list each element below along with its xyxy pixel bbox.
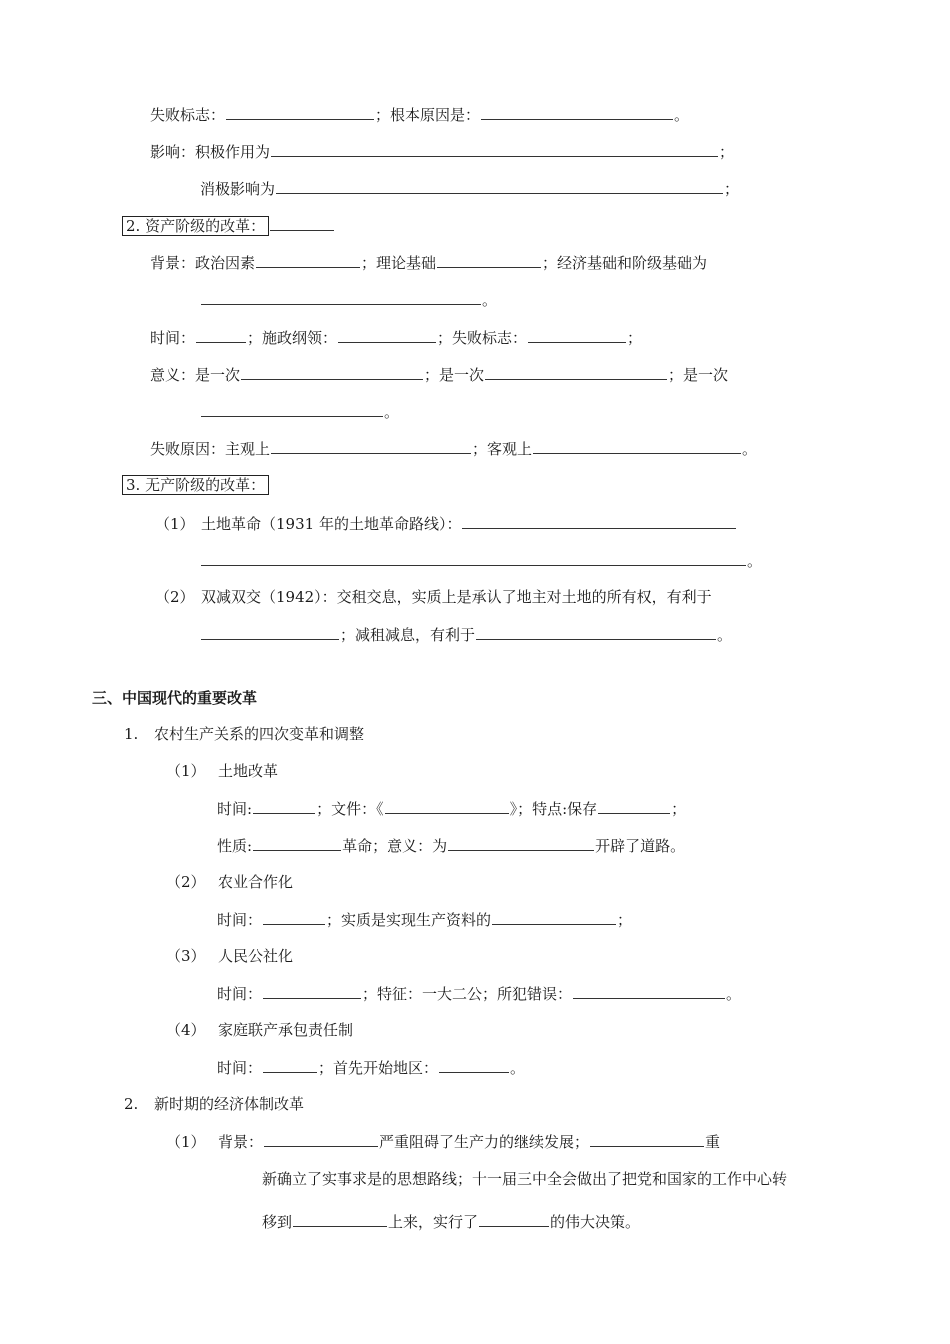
section-3-heading: 三、中国现代的重要改革	[92, 689, 258, 707]
bourgeois-heading: 2. 资产阶级的改革：	[122, 216, 269, 236]
proletarian-heading-line	[122, 475, 269, 495]
fail-sign-blank[interactable]	[226, 104, 374, 120]
dual-reduction-text: 双减双交（1942）：交租交息，实质上是承认了地主对土地的所有权，有利于	[201, 588, 712, 606]
land-reform-title-line	[166, 761, 278, 781]
economic-basis-blank[interactable]	[201, 289, 481, 305]
nature-blank[interactable]	[253, 835, 341, 851]
meaning-label: 意义：是一次	[150, 366, 241, 384]
econ-background-line-2: 新确立了实事求是的思想路线；十一届三中全会做出了把党和国家的工作中心转	[262, 1170, 788, 1188]
cooperation-time-blank[interactable]	[263, 909, 325, 925]
implement-label: 上来，实行了	[388, 1213, 479, 1231]
fail-reason-label: 失败原因：主观上	[150, 440, 271, 458]
land-revolution-line-2	[200, 550, 762, 571]
semicolon: ；	[617, 911, 633, 929]
feature-blank[interactable]	[598, 798, 670, 814]
item-number: （2）	[155, 588, 195, 606]
impact-label: 影响：积极作用为	[150, 143, 271, 161]
commune-time-blank[interactable]	[263, 983, 361, 999]
benefit-blank-1[interactable]	[201, 624, 339, 640]
land-reform-time-line	[217, 798, 686, 819]
feature-label: 》；特点:保存	[509, 800, 598, 818]
fail-sign-label: 失败标志：	[150, 106, 226, 124]
negative-impact-label: 消极影响为	[200, 180, 276, 198]
time-blank[interactable]	[196, 327, 246, 343]
bourgeois-time-line	[150, 327, 642, 348]
period: 。	[717, 626, 733, 644]
first-region-blank[interactable]	[439, 1057, 509, 1073]
background-label: 背景：	[218, 1133, 264, 1151]
theory-basis-label: ；理论基础	[361, 254, 437, 272]
program-label: ；施政纲领：	[247, 329, 338, 347]
nature-label: 性质:	[217, 837, 253, 855]
bourgeois-fail-sign-blank[interactable]	[528, 327, 626, 343]
commune-title-line	[166, 946, 293, 966]
item-number: （2）	[166, 873, 206, 891]
subjective-blank[interactable]	[271, 438, 471, 454]
benefit-blank-2[interactable]	[476, 624, 716, 640]
semicolon: ；	[724, 180, 740, 198]
commune-time-line	[217, 983, 741, 1004]
first-region-label: ；首先开始地区：	[318, 1059, 439, 1077]
political-factor-blank[interactable]	[256, 252, 360, 268]
land-revolution-blank-2[interactable]	[201, 550, 746, 566]
reestablish-blank[interactable]	[590, 1131, 704, 1147]
rural-title-line	[124, 724, 364, 744]
contract-title: 家庭联产承包责任制	[218, 1021, 354, 1039]
rural-title: 农村生产关系的四次变革和调整	[154, 725, 365, 743]
essence-label: ；实质是实现生产资料的	[326, 911, 492, 929]
decision-label: 的伟大决策。	[550, 1213, 641, 1231]
item-number: （1）	[166, 762, 206, 780]
contract-time-blank[interactable]	[263, 1057, 317, 1073]
item-number: 2.	[124, 1095, 139, 1113]
time-label: 时间：	[217, 911, 263, 929]
meaning-line	[150, 364, 728, 385]
shift-to-label: 移到	[262, 1213, 293, 1231]
meaning-blank-2[interactable]	[485, 364, 667, 380]
meaning-blank-1[interactable]	[241, 364, 423, 380]
time-label: 时间：	[217, 1059, 263, 1077]
semicolon: ；	[719, 143, 735, 161]
item-number: （1）	[166, 1133, 206, 1151]
econ-background-line	[166, 1131, 720, 1152]
road-label: 开辟了道路。	[595, 837, 686, 855]
semicolon: ；	[671, 800, 687, 818]
time-label: 时间：	[150, 329, 196, 347]
bourgeois-heading-blank[interactable]	[270, 215, 334, 231]
essence-blank[interactable]	[492, 909, 616, 925]
commune-title: 人民公社化	[218, 947, 294, 965]
bourgeois-heading-line	[122, 215, 335, 236]
cooperation-title: 农业合作化	[218, 873, 294, 891]
document-blank[interactable]	[385, 798, 509, 814]
land-revolution-blank[interactable]	[462, 513, 736, 529]
work-center-blank[interactable]	[293, 1211, 387, 1227]
cooperation-title-line	[166, 872, 293, 892]
period: 。	[510, 1059, 526, 1077]
meaning-line-2	[200, 401, 399, 422]
theory-basis-blank[interactable]	[437, 252, 541, 268]
cooperation-time-line	[217, 909, 632, 930]
item-number: 1.	[124, 725, 139, 743]
econ-background-line-3	[262, 1211, 640, 1232]
econ-reform-title: 新时期的经济体制改革	[154, 1095, 305, 1113]
contract-title-line	[166, 1020, 353, 1040]
negative-impact-blank[interactable]	[276, 178, 723, 194]
item-number: （3）	[166, 947, 206, 965]
contract-time-line	[217, 1057, 525, 1078]
program-blank[interactable]	[338, 327, 436, 343]
time-label: 时间：	[217, 985, 263, 1003]
land-revolution-line	[155, 513, 737, 534]
item-number: （1）	[155, 515, 195, 533]
political-factor-label: 背景：政治因素	[150, 254, 256, 272]
meaning-mid-label: ；是一次	[668, 366, 729, 384]
rent-reduction-label: ；减租减息，有利于	[340, 626, 476, 644]
land-reform-nature-line	[217, 835, 685, 856]
dual-reduction-line	[155, 587, 712, 607]
bourgeois-fail-sign-label: ；失败标志：	[437, 329, 528, 347]
meaning-blank-3[interactable]	[201, 401, 383, 417]
positive-impact-blank[interactable]	[271, 141, 718, 157]
root-cause-blank[interactable]	[481, 104, 673, 120]
fail-sign-line	[150, 104, 689, 125]
econ-reform-title-line	[124, 1094, 304, 1114]
period: 。	[747, 552, 763, 570]
negative-impact-line	[200, 178, 739, 199]
document-label: ；文件：《	[316, 800, 384, 818]
reestablish-label: 重	[705, 1133, 721, 1151]
objective-blank[interactable]	[533, 438, 741, 454]
land-reform-title: 土地改革	[218, 762, 279, 780]
impact-line	[150, 141, 734, 162]
objective-label: ；客观上	[472, 440, 533, 458]
semicolon: ；	[627, 329, 643, 347]
commune-feature-label: ；特征：一大二公；所犯错误：	[362, 985, 573, 1003]
revolution-label: 革命；意义：为	[342, 837, 448, 855]
mistake-blank[interactable]	[573, 983, 725, 999]
period: 。	[726, 985, 742, 1003]
period: 。	[482, 291, 498, 309]
time-label: 时间:	[217, 800, 253, 818]
period: 。	[384, 403, 400, 421]
land-revolution-label: 土地革命（1931 年的土地革命路线）：	[201, 515, 462, 533]
period: 。	[742, 440, 758, 458]
hinder-blank[interactable]	[264, 1131, 378, 1147]
decision-blank[interactable]	[479, 1211, 549, 1227]
hinder-label: 严重阻碍了生产力的继续发展；	[379, 1133, 590, 1151]
proletarian-heading: 3. 无产阶级的改革：	[122, 475, 269, 495]
fail-reason-line	[150, 438, 757, 459]
land-reform-time-blank[interactable]	[253, 798, 315, 814]
significance-blank[interactable]	[448, 835, 594, 851]
item-number: （4）	[166, 1021, 206, 1039]
economic-basis-line	[200, 289, 497, 310]
root-cause-label: ；根本原因是：	[375, 106, 481, 124]
meaning-mid-label: ；是一次	[424, 366, 485, 384]
bourgeois-background-line	[150, 252, 707, 273]
economic-basis-label: ；经济基础和阶级基础为	[542, 254, 708, 272]
period: 。	[674, 106, 690, 124]
dual-reduction-line-2	[200, 624, 732, 645]
